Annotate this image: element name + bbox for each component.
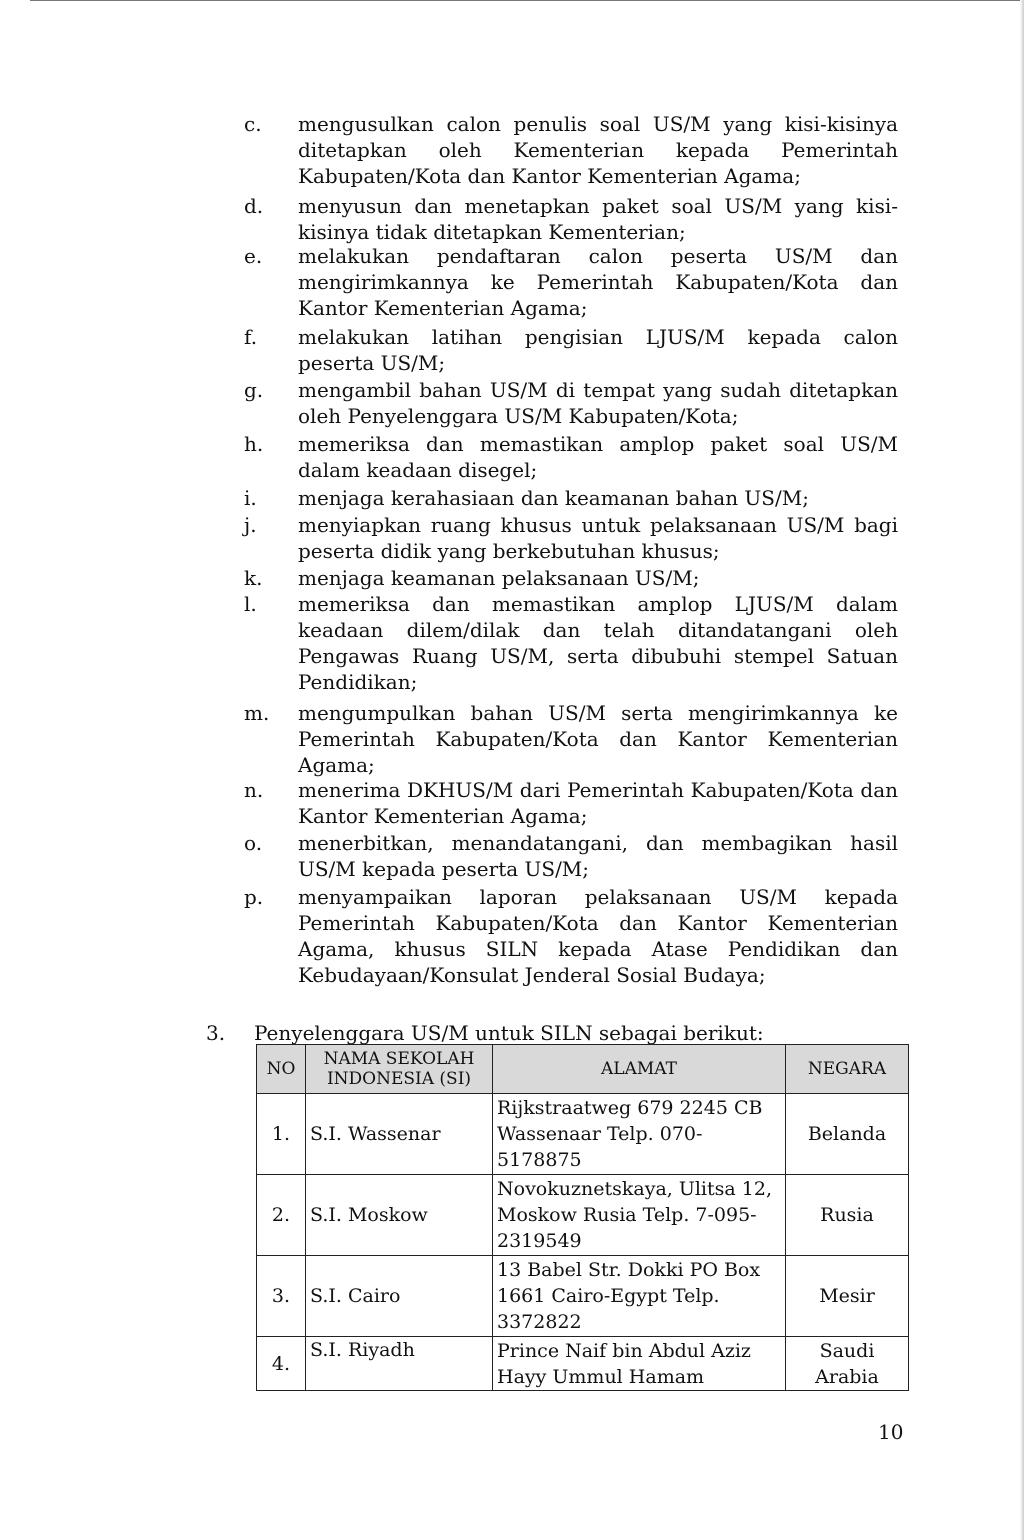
list-item-letter: h. <box>244 432 264 456</box>
list-item-l <box>244 591 898 695</box>
cell-no: 2. <box>257 1175 306 1256</box>
list-item-text: melakukan pendaftaran calon peserta US/M dan mengirimkannya ke Pemerintah Kabupaten/Kota dan Kantor Kementerian Agama; <box>298 244 898 320</box>
cell-address: Rijkstraatweg 679 2245 CB Wassenaar Telp. 070-5178875 <box>493 1094 786 1175</box>
list-item-letter: o. <box>244 831 263 855</box>
list-item-k <box>244 565 898 591</box>
list-item-e <box>244 243 898 321</box>
list-item-letter: p. <box>244 885 264 909</box>
list-item-letter: e. <box>244 244 263 268</box>
table-row <box>257 1094 909 1175</box>
list-item-letter: n. <box>244 778 264 802</box>
list-item-c <box>244 111 898 189</box>
cell-school: S.I. Cairo <box>306 1256 493 1337</box>
cell-school: S.I. Moskow <box>306 1175 493 1256</box>
cell-country: Mesir <box>786 1256 909 1337</box>
list-item-f <box>244 324 898 376</box>
cell-no: 3. <box>257 1256 306 1337</box>
top-rule <box>30 0 1024 1</box>
list-item-letter: j. <box>244 513 257 537</box>
list-item-text: melakukan latihan pengisian LJUS/M kepada calon peserta US/M; <box>298 325 898 375</box>
list-item-text: memeriksa dan memastikan amplop LJUS/M dalam keadaan dilem/dilak dan telah ditandatangani oleh Pengawas Ruang US/M, serta dibubuhi stempel Satuan Pendidikan; <box>298 592 898 694</box>
cell-address: Novokuznetskaya, Ulitsa 12, Moskow Rusia Telp. 7-095-2319549 <box>493 1175 786 1256</box>
list-item-text: menjaga keamanan pelaksanaan US/M; <box>298 566 700 590</box>
list-item-letter: f. <box>244 325 258 349</box>
cell-country: Rusia <box>786 1175 909 1256</box>
list-item-text: mengusulkan calon penulis soal US/M yang kisi-kisinya ditetapkan oleh Kementerian kepada Pemerintah Kabupaten/Kota dan Kantor Kementerian Agama; <box>298 112 898 188</box>
cell-country: Saudi Arabia <box>786 1337 909 1391</box>
list-item-text: mengumpulkan bahan US/M serta mengirimkannya ke Pemerintah Kabupaten/Kota dan Kantor Kementerian Agama; <box>298 701 898 777</box>
list-item-text: memeriksa dan memastikan amplop paket soal US/M dalam keadaan disegel; <box>298 432 898 482</box>
cell-address: Prince Naif bin Abdul Aziz Hayy Ummul Hamam <box>493 1337 786 1391</box>
table-row <box>257 1256 909 1337</box>
list-item-g <box>244 377 898 429</box>
siln-table <box>256 1044 909 1391</box>
header-address: ALAMAT <box>493 1045 786 1094</box>
list-item-h <box>244 431 898 483</box>
scan-edge-shadow <box>1020 0 1024 1540</box>
cell-no: 1. <box>257 1094 306 1175</box>
list-item-letter: c. <box>244 112 262 136</box>
section-heading <box>206 1020 906 1046</box>
section-text: Penyelenggara US/M untuk SILN sebagai berikut: <box>254 1021 764 1045</box>
list-item-letter: i. <box>244 486 257 510</box>
list-item-d <box>244 193 898 245</box>
header-country: NEGARA <box>786 1045 909 1094</box>
page-number: 10 <box>878 1420 904 1444</box>
list-item-text: menjaga kerahasiaan dan keamanan bahan US/M; <box>298 486 809 510</box>
list-item-letter: l. <box>244 592 257 616</box>
list-item-text: menerima DKHUS/M dari Pemerintah Kabupaten/Kota dan Kantor Kementerian Agama; <box>298 778 898 828</box>
table-header-row <box>257 1045 909 1094</box>
list-item-m <box>244 700 898 778</box>
list-item-n <box>244 777 898 829</box>
list-item-letter: d. <box>244 194 264 218</box>
header-no: NO <box>257 1045 306 1094</box>
cell-school: S.I. Wassenar <box>306 1094 493 1175</box>
list-item-o <box>244 830 898 882</box>
cell-no: 4. <box>257 1337 306 1391</box>
list-item-text: mengambil bahan US/M di tempat yang sudah ditetapkan oleh Penyelenggara US/M Kabupaten/Kota; <box>298 378 898 428</box>
cell-school: S.I. Riyadh <box>306 1337 493 1391</box>
cell-country: Belanda <box>786 1094 909 1175</box>
table-row <box>257 1337 909 1391</box>
section-number: 3. <box>206 1021 226 1045</box>
list-item-i <box>244 485 898 511</box>
list-item-letter: g. <box>244 378 264 402</box>
list-item-p <box>244 884 898 988</box>
header-school: NAMA SEKOLAH INDONESIA (SI) <box>306 1045 493 1094</box>
table-row <box>257 1175 909 1256</box>
list-item-text: menyampaikan laporan pelaksanaan US/M kepada Pemerintah Kabupaten/Kota dan Kantor Kementerian Agama, khusus SILN kepada Atase Pendidikan dan Kebudayaan/Konsulat Jenderal Sosial Budaya; <box>298 885 898 987</box>
list-item-text: menerbitkan, menandatangani, dan membagikan hasil US/M kepada peserta US/M; <box>298 831 898 881</box>
list-item-text: menyiapkan ruang khusus untuk pelaksanaan US/M bagi peserta didik yang berkebutuhan khusus; <box>298 513 898 563</box>
cell-address: 13 Babel Str. Dokki PO Box 1661 Cairo-Egypt Telp. 3372822 <box>493 1256 786 1337</box>
list-item-letter: k. <box>244 566 263 590</box>
list-item-text: menyusun dan menetapkan paket soal US/M yang kisi-kisinya tidak ditetapkan Kementerian; <box>298 194 898 244</box>
list-item-letter: m. <box>244 701 270 725</box>
list-item-j <box>244 512 898 564</box>
